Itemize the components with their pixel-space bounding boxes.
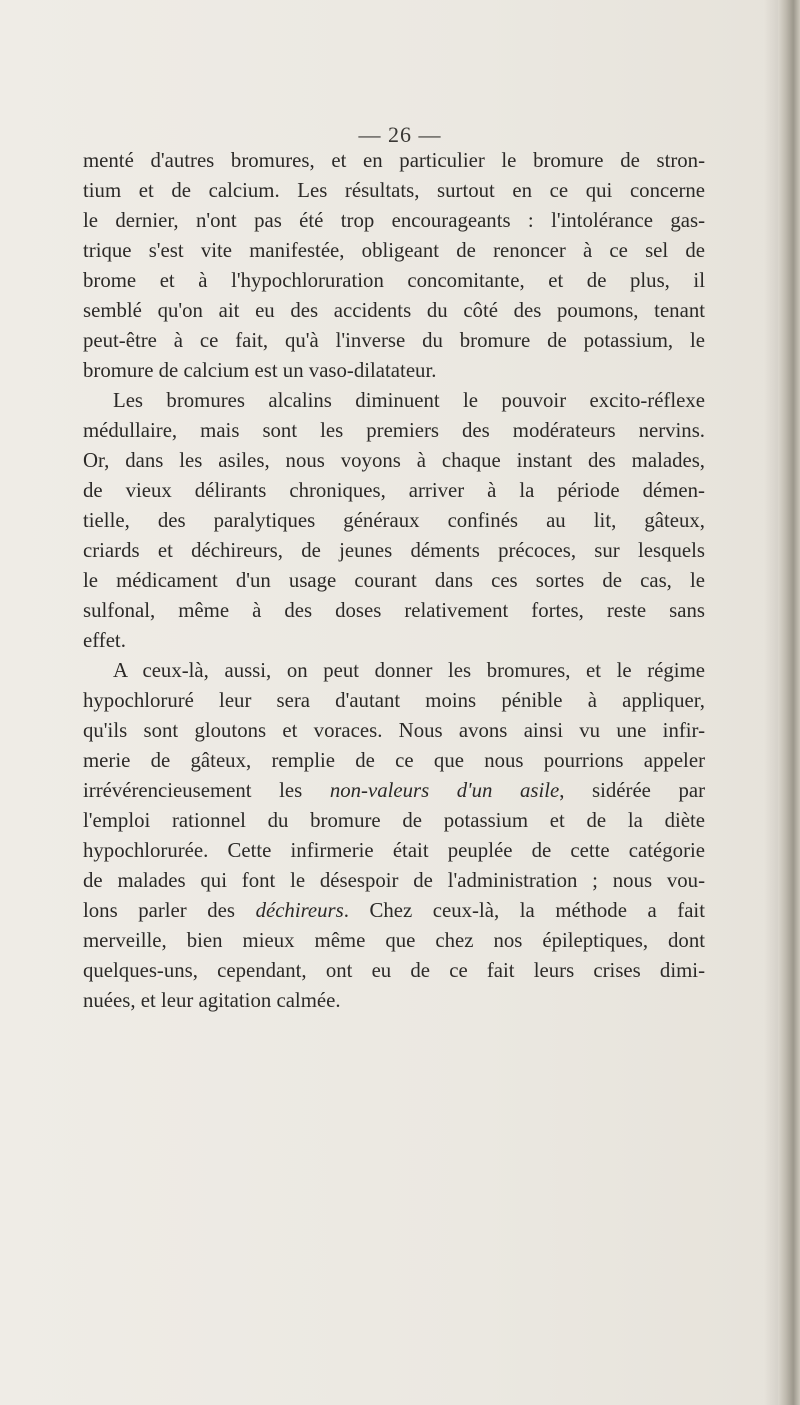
text-line: sulfonal, même à des doses relativement fortes, reste sans [83,599,705,622]
text-line: tium et de calcium. Les résultats, surtout en ce qui concerne [83,179,705,202]
italic-phrase: déchireurs [255,899,344,922]
text-line: qu'ils sont gloutons et voraces. Nous avons ainsi vu une infir- [83,719,705,742]
text-line: l'emploi rationnel du bromure de potassium et de la diète [83,809,705,832]
text-line: semblé qu'on ait eu des accidents du côté des poumons, tenant [83,299,705,322]
page-edge-shadow [764,0,778,1405]
text-line: merveille, bien mieux même que chez nos épileptiques, dont [83,929,705,952]
text-line: de malades qui font le désespoir de l'administration ; nous vou- [83,869,705,892]
text-run: , sidérée par [559,779,706,802]
text-line: nuées, et leur agitation calmée. [83,989,341,1012]
book-edge [778,0,800,1405]
text-line: le médicament d'un usage courant dans ces sortes de cas, le [83,569,705,592]
text-line: médullaire, mais sont les premiers des modérateurs nervins. [83,419,705,442]
text-line: menté d'autres bromures, et en particulier le bromure de stron- [83,149,705,172]
text-line: merie de gâteux, remplie de ce que nous pourrions appeler [83,749,705,772]
text-line: Or, dans les asiles, nous voyons à chaque instant des malades, [83,449,705,472]
text-line: quelques-uns, cependant, ont eu de ce fait leurs crises dimi- [83,959,705,982]
text-line: trique s'est vite manifestée, obligeant de renoncer à ce sel de [83,239,705,262]
page-number: — 26 — [358,122,442,147]
text-line: A ceux-là, aussi, on peut donner les bromures, et le régime [113,659,705,682]
body-text [83,146,705,1016]
text-run: lons parler des [83,899,235,922]
text-line: Les bromures alcalins diminuent le pouvoir excito-réflexe [113,389,705,412]
text-line: peut-être à ce fait, qu'à l'inverse du bromure de potassium, le [83,329,705,352]
text-run: irrévérencieusement les [83,779,303,802]
text-line-mixed [83,776,705,806]
text-line: tielle, des paralytiques généraux confinés au lit, gâteux, [83,509,705,532]
italic-phrase: non-valeurs d'un asile [329,779,560,802]
text-line: bromure de calcium est un vaso-dilatateur. [83,359,437,382]
paragraph-1 [83,146,705,386]
text-line-mixed [83,896,705,926]
text-line: hypochlorurée. Cette infirmerie était peuplée de cette catégorie [83,839,705,862]
text-line: hypochloruré leur sera d'autant moins pénible à appliquer, [83,689,705,712]
text-line: criards et déchireurs, de jeunes déments précoces, sur lesquels [83,539,705,562]
text-line: brome et à l'hypochloruration concomitante, et de plus, il [83,269,705,292]
text-line: effet. [83,629,126,652]
text-line: le dernier, n'ont pas été trop encourageants : l'intolérance gas- [83,209,705,232]
text-run: . Chez ceux-là, la méthode a fait [343,899,705,922]
paragraph-2 [83,386,705,656]
text-line: de vieux délirants chroniques, arriver à la période démen- [83,479,705,502]
paragraph-3 [83,656,705,1016]
